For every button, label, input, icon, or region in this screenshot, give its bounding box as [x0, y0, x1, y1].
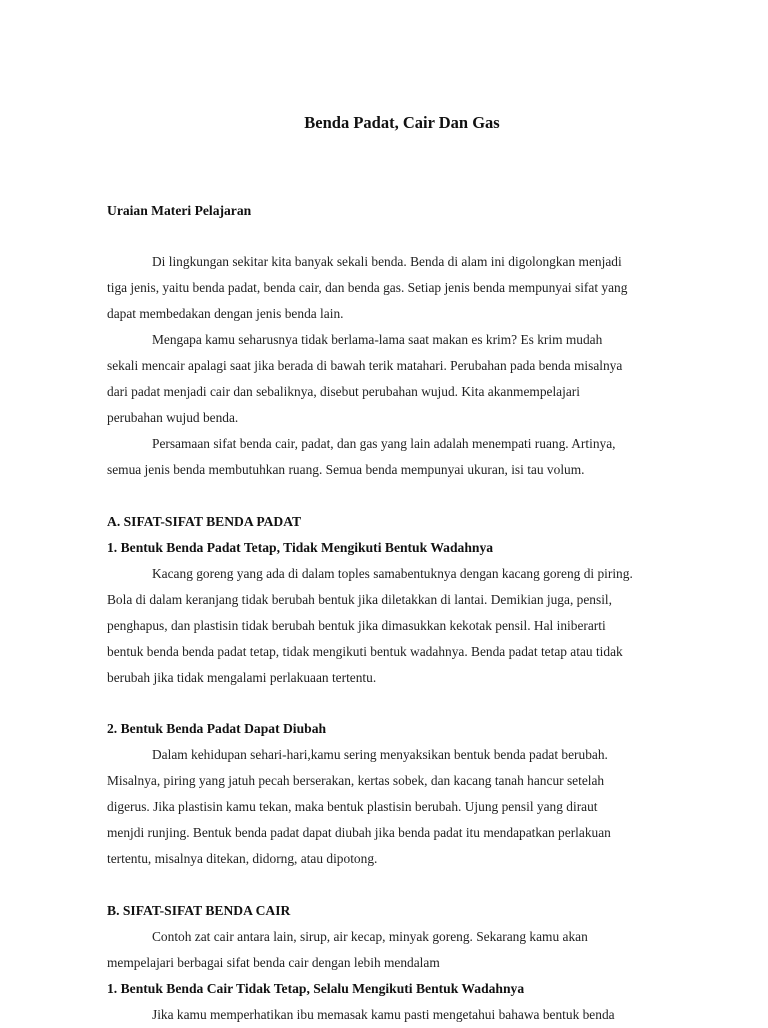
intro-paragraph-3	[107, 431, 697, 483]
section-a-sub2-paragraph	[107, 742, 697, 872]
text-line: penghapus, dan plastisin tidak berubah bentuk jika dimasukkan kekotak pensil. Hal iniberarti	[107, 618, 606, 633]
text-line: digerus. Jika plastisin kamu tekan, maka bentuk plastisin berubah. Ujung pensil yang diraut	[107, 799, 598, 814]
intro-paragraph-1	[107, 249, 697, 327]
section-b-sub1-heading: 1. Bentuk Benda Cair Tidak Tetap, Selalu Mengikuti Bentuk Wadahnya	[107, 981, 525, 996]
text-line: Contoh zat cair antara lain, sirup, air kecap, minyak goreng. Sekarang kamu akan	[152, 929, 588, 944]
section-b-heading: B. SIFAT-SIFAT BENDA CAIR	[107, 903, 291, 918]
section-a-sub1-paragraph	[107, 561, 697, 691]
text-line: sekali mencair apalagi saat jika berada di bawah terik matahari. Perubahan pada benda misalnya	[107, 358, 623, 373]
text-line: semua jenis benda membutuhkan ruang. Semua benda mempunyai ukuran, isi tau volum.	[107, 462, 585, 477]
intro-paragraph-2	[107, 327, 697, 431]
text-line: tiga jenis, yaitu benda padat, benda cair, dan benda gas. Setiap jenis benda mempunyai sifat yang	[107, 280, 628, 295]
text-line: dapat membedakan dengan jenis benda lain.	[107, 306, 344, 321]
text-line: Misalnya, piring yang jatuh pecah berserakan, kertas sobek, dan kacang tanah hancur setelah	[107, 773, 605, 788]
intro-heading: Uraian Materi Pelajaran	[107, 203, 252, 218]
text-line: Jika kamu memperhatikan ibu memasak kamu pasti mengetahui bahawa bentuk benda	[152, 1007, 615, 1022]
text-line: Mengapa kamu seharusnya tidak berlama-lama saat makan es krim? Es krim mudah	[152, 332, 603, 347]
text-line: dari padat menjadi cair dan sebaliknya, disebut perubahan wujud. Kita akanmempelajari	[107, 384, 580, 399]
text-line: bentuk benda benda padat tetap, tidak mengikuti bentuk wadahnya. Benda padat tetap atau tidak	[107, 644, 623, 659]
section-a-heading: A. SIFAT-SIFAT BENDA PADAT	[107, 514, 302, 529]
text-line: Dalam kehidupan sehari-hari,kamu sering menyaksikan bentuk benda padat berubah.	[152, 747, 608, 762]
section-b-sub1-paragraph	[107, 1002, 697, 1028]
text-line: Bola di dalam keranjang tidak berubah bentuk jika diletakkan di lantai. Demikian juga, pensil,	[107, 592, 612, 607]
document-title: Benda Padat, Cair Dan Gas	[304, 113, 500, 132]
section-a-sub2-heading: 2. Bentuk Benda Padat Dapat Diubah	[107, 721, 327, 736]
section-b-intro-paragraph	[107, 924, 697, 976]
text-line: berubah jika tidak mengalami perlakuaan tertentu.	[107, 670, 377, 685]
section-a-sub1-heading: 1. Bentuk Benda Padat Tetap, Tidak Mengikuti Bentuk Wadahnya	[107, 540, 494, 555]
text-line: Persamaan sifat benda cair, padat, dan gas yang lain adalah menempati ruang. Artinya,	[152, 436, 616, 451]
text-line: perubahan wujud benda.	[107, 410, 239, 425]
text-line: Di lingkungan sekitar kita banyak sekali benda. Benda di alam ini digolongkan menjadi	[152, 254, 622, 269]
text-line: menjdi runjing. Bentuk benda padat dapat diubah jika benda padat itu mendapatkan perlakuan	[107, 825, 611, 840]
text-line: tertentu, misalnya ditekan, didorng, atau dipotong.	[107, 851, 378, 866]
text-line: Kacang goreng yang ada di dalam toples samabentuknya dengan kacang goreng di piring.	[152, 566, 633, 581]
text-line: mempelajari berbagai sifat benda cair dengan lebih mendalam	[107, 955, 440, 970]
